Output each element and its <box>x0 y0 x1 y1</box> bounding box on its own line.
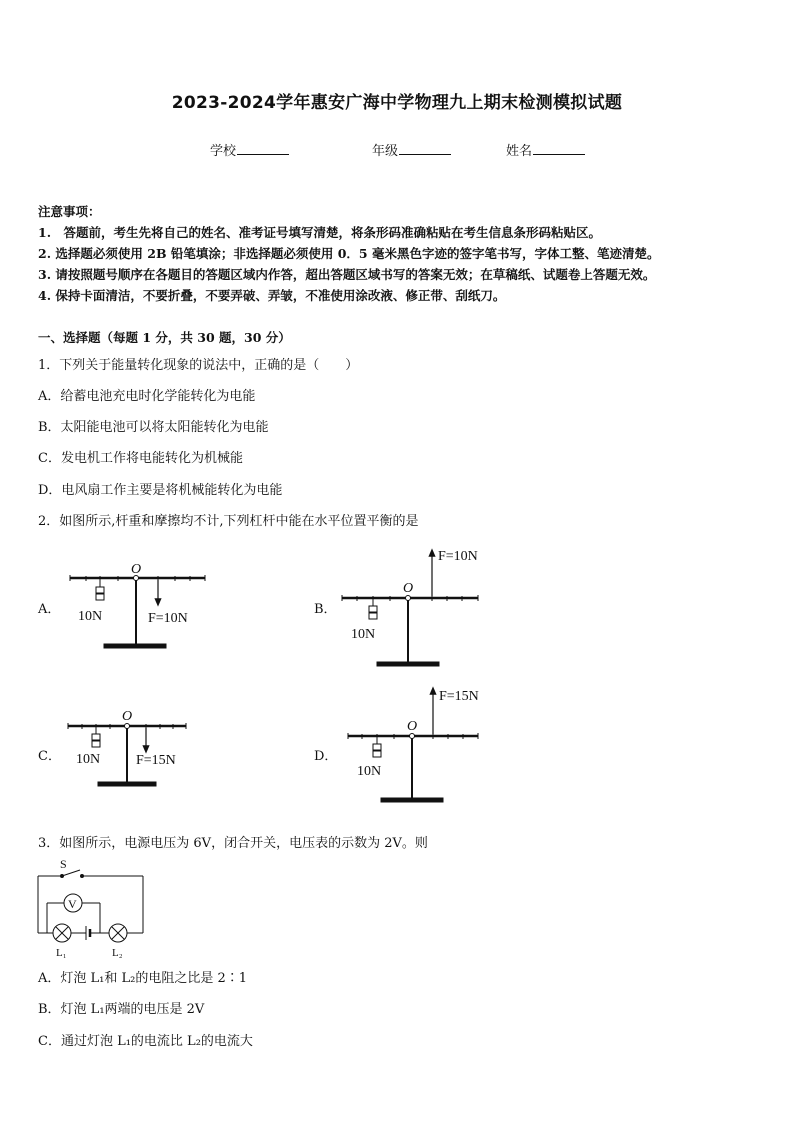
question-1-option-c: C．发电机工作将电能转化为机械能 <box>38 451 243 466</box>
notice-item: 4. 保持卡面清洁，不要折叠，不要弄破、弄皱，不准使用涂改液、修正带、刮纸刀。 <box>38 288 506 303</box>
name-label: 姓名 <box>506 144 533 159</box>
question-2-label-c: C． <box>38 749 61 764</box>
circuit-diagram <box>38 870 143 942</box>
question-1-option-b: B．太阳能电池可以将太阳能转化为电能 <box>38 420 269 435</box>
weight-icon <box>96 587 104 593</box>
force-label: F=15N <box>136 753 176 768</box>
notice-heading: 注意事项： <box>38 204 101 219</box>
force-label: F=10N <box>438 549 478 564</box>
question-3-option-b: B．灯泡 L₁两端的电压是 2V <box>38 1002 205 1017</box>
weight-label: 10N <box>351 627 376 642</box>
weight-label: 10N <box>78 609 103 624</box>
switch-label: S <box>60 857 67 871</box>
question-2-stem: 2．如图所示,杆重和摩擦均不计,下列杠杆中能在水平位置平衡的是 <box>38 514 419 529</box>
lever-figure-d <box>348 690 478 802</box>
pivot-label: O <box>407 719 418 734</box>
weight-label: 10N <box>357 764 382 779</box>
pivot-label: O <box>131 562 142 577</box>
page-title: 2023-2024学年惠安广海中学物理九上期末检测模拟试题 <box>171 93 623 113</box>
weight-icon <box>92 734 100 740</box>
weight-icon <box>369 606 377 612</box>
weight-icon <box>373 744 381 750</box>
question-2-label-d: D． <box>314 749 338 764</box>
weight-label: 10N <box>76 752 101 767</box>
pivot-label: O <box>403 581 414 596</box>
lamp-2-label: L₂ <box>112 947 123 959</box>
grade-label: 年级 <box>372 144 399 159</box>
section-heading: 一、选择题（每题 1 分，共 30 题，30 分） <box>38 330 291 345</box>
question-2-label-a: A． <box>38 602 61 617</box>
question-3-option-c: C．通过灯泡 L₁的电流比 L₂的电流大 <box>38 1034 253 1049</box>
question-1-stem: 1．下列关于能量转化现象的说法中，正确的是（ ） <box>38 358 359 373</box>
stand-base <box>381 798 443 802</box>
question-1-option-d: D．电风扇工作主要是将机械能转化为电能 <box>38 483 283 498</box>
force-label: F=10N <box>148 611 188 626</box>
question-1-option-a: A．给蓄电池充电时化学能转化为电能 <box>38 389 256 404</box>
school-label: 学校 <box>210 144 237 159</box>
voltmeter-label: V <box>68 897 77 911</box>
notice-item: 1. 答题前，考生先将自己的姓名、准考证号填写清楚，将条形码准确粘贴在考生信息条形码粘贴区。 <box>38 225 602 240</box>
question-3-option-a: A．灯泡 L₁和 L₂的电阻之比是 2∶1 <box>38 971 248 986</box>
question-2-label-b: B． <box>314 602 337 617</box>
stand-base <box>377 662 439 666</box>
notice-item: 3. 请按照题号顺序在各题目的答题区域内作答，超出答题区域书写的答案无效；在草稿纸、试题卷上答题无效。 <box>38 267 656 282</box>
lamp-1-label: L₁ <box>56 947 67 959</box>
stand-base <box>104 644 166 648</box>
notice-item: 2. 选择题必须使用 2B 铅笔填涂；非选择题必须使用 0．5 毫米黑色字迹的签字笔书写，字体工整、笔迹清楚。 <box>38 246 660 261</box>
force-label: F=15N <box>439 689 479 704</box>
question-3-stem: 3．如图所示，电源电压为 6V，闭合开关，电压表的示数为 2V。则 <box>38 836 428 851</box>
stand-base <box>98 782 156 786</box>
lever-figure-b <box>342 552 478 666</box>
pivot-label: O <box>122 709 133 724</box>
